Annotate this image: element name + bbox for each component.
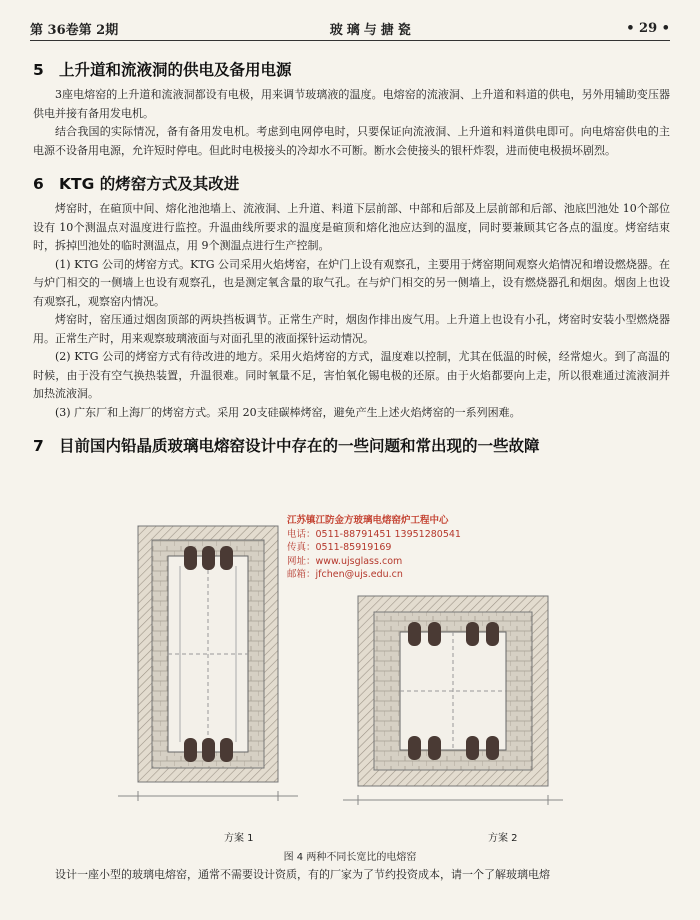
section-heading: 5 上升道和流液洞的供电及备用电源 — [33, 61, 292, 79]
paragraph: 结合我国的实际情况，备有备用发电机。考虑到电网停电时，只要保证向流液洞、上升道和料道供电即可。向电熔窑供电的主电源不设备用电源，允许短时停电。但此时电极接头的冷却水不可断。断水会使接头的银杆炸裂，进而使电极损坏剧烈。 — [33, 125, 670, 157]
scheme-1-drawing — [118, 526, 298, 801]
scheme-2-drawing — [343, 596, 563, 805]
electrode-group-top — [184, 546, 233, 570]
scheme-2-label: 方案 2 — [488, 833, 518, 844]
section-heading: 7 目前国内铅晶质玻璃电熔窑设计中存在的一些问题和常出现的一些故障 — [33, 437, 540, 455]
electrode-group-bottom — [184, 738, 233, 762]
section-6 — [33, 172, 670, 422]
section-5 — [33, 58, 670, 160]
paragraph: 3座电熔窑的上升道和流液洞都设有电极，用来调节玻璃液的温度。电熔窑的流液洞、上升道和料道的供电，另外用辅助变压器供电并接有备用发电机。 — [33, 88, 670, 120]
issue-label: 第 36卷第 2期 — [30, 22, 119, 38]
paragraph: (3) 广东厂和上海厂的烤窑方式。采用 20支硅碳棒烤窑，避免产生上述火焰烤窑的一系列困难。 — [55, 405, 521, 419]
stamp-email: 邮箱：jfchen@ujs.edu.cn — [287, 569, 403, 580]
section-7 — [33, 434, 670, 456]
stamp-phone: 电话：0511-88791451 13951280541 — [287, 528, 461, 540]
paragraph: (1) KTG 公司的烤窑方式。KTG 公司采用火焰烤窑，在炉门上设有观察孔，主要用于烤窑期间观察火焰情况和增设燃烧器。在与炉门相交的一侧墙上也设有观察孔，也是测定氧含量的取气孔。在与炉门相交的另一侧墙上，设有燃烧器孔和烟囱。烟囱上也设有观察孔，观察窑内情况。 — [33, 257, 670, 308]
section-heading: 6 KTG 的烤窑方式及其改进 — [33, 175, 240, 193]
running-header — [30, 16, 670, 41]
figure-caption: 图 4 两种不同长宽比的电熔窑 — [283, 852, 417, 863]
closing-paragraph: 设计一座小型的玻璃电熔窑，通常不需要设计资质，有的厂家为了节约投资成本，请一个了解玻璃电熔 — [55, 868, 550, 881]
paragraph: 烤窑时，窑压通过烟囱顶部的两块挡板调节。正常生产时，烟囱作排出废气用。上升道上也设有小孔，烤窑时安装小型燃烧器用。正常生产时，用来观察玻璃液面与对面孔里的液面探针运动情况。 — [33, 313, 670, 345]
scheme-1-label: 方案 1 — [224, 833, 254, 844]
stamp-organization: 江苏镇江防金方玻璃电熔窑炉工程中心 — [287, 515, 449, 526]
paragraph: 烤窑时，在碹顶中间、熔化池池墙上、流液洞、上升道、料道下层前部、中部和后部及上层前部和后部、池底凹池处 10个部位设有 10个测温点对温度进行监控。升温曲线所要求的温度是碹顶和熔化池应达到的温度，同时要兼顾其它各点的温度。烤窑结束时，拆掉凹池处的临时测温点，用 9个测温点进行生产控制。 — [33, 202, 670, 252]
contact-watermark — [287, 514, 487, 582]
page-number: • 29 • — [626, 20, 670, 36]
stamp-website: 网址：www.ujsglass.com — [287, 555, 403, 567]
paragraph: (2) KTG 公司的烤窑方式有待改进的地方。采用火焰烤窑的方式，温度难以控制，尤其在低温的时候，经常熄火。到了高温的时候，由于没有空气换热装置，升温很难。同时氧量不足，害怕氧化锡电极的还原。由于火焰都要向上走，所以很难通过流液洞并加热流液洞。 — [33, 350, 670, 400]
article-body — [33, 58, 670, 468]
stamp-fax: 传真：0511-85919169 — [287, 542, 392, 553]
journal-title: 玻璃与搪瓷 — [329, 22, 415, 38]
